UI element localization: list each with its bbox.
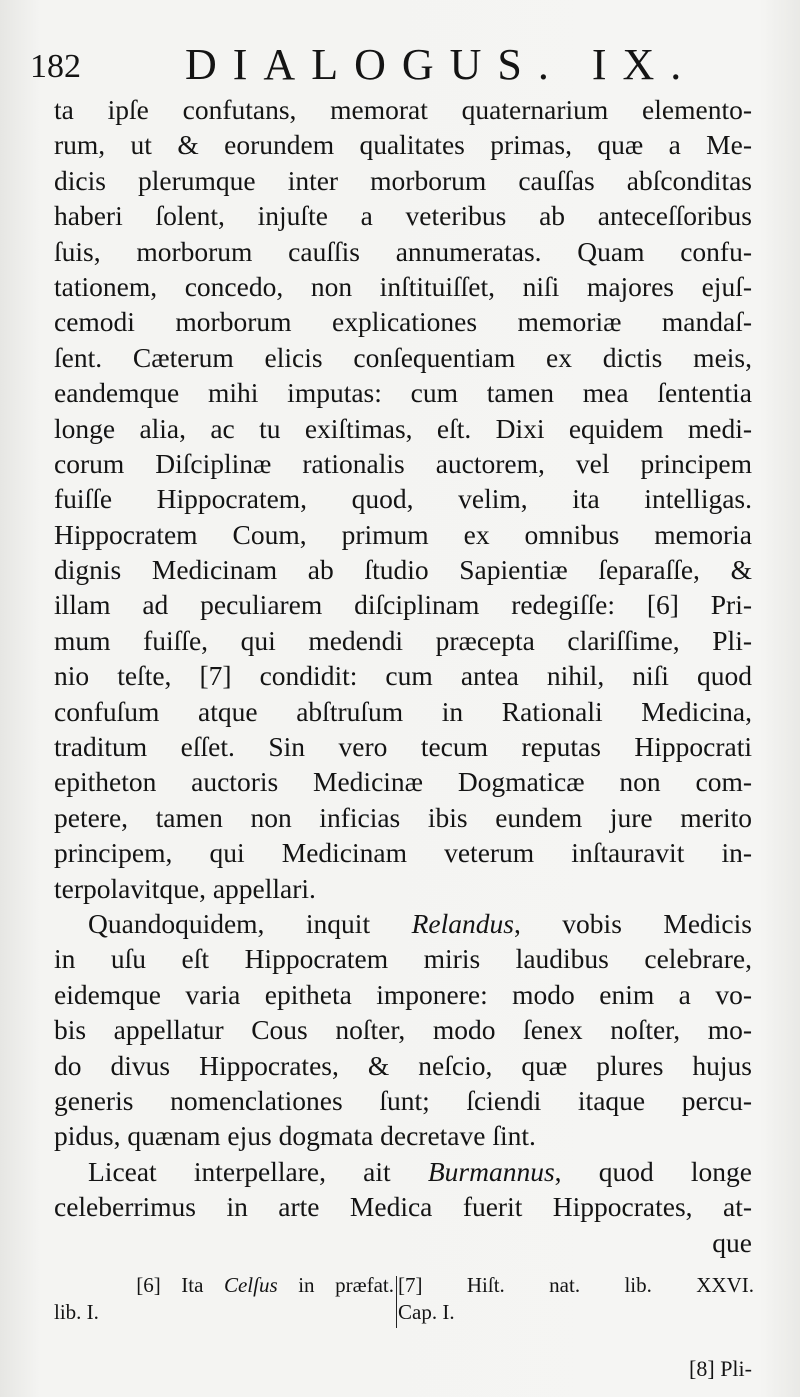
footnote-line: [6] Ita Celſus in præfat. [136, 1273, 395, 1297]
footnote-line: lib. I. [54, 1300, 99, 1324]
text-line: cemodi morborum explicationes memoriæ mandaſ- [54, 306, 752, 338]
footnote-divider [396, 1276, 397, 1328]
page-number: 182 [30, 48, 81, 85]
text-line: dignis Medicinam ab ſtudio Sapientiæ ſeparaſſe, & [54, 554, 752, 586]
footnote-line: [7] Hiſt. nat. lib. XXVI. [398, 1273, 754, 1297]
text-line: nio teſte, [7] condidit: cum antea nihil, niſi quod [54, 660, 752, 692]
text-line: illam ad peculiarem diſciplinam redegiſſe: [6] Pri- [54, 589, 752, 621]
speaker-name: Relandus [411, 907, 514, 939]
text-line: eandemque mihi imputas: cum tamen mea ſententia [54, 377, 752, 409]
text-line: do divus Hippocrates, & neſcio, quæ plures hujus [54, 1049, 752, 1081]
text-line: fuiſſe Hippocratem, quod, velim, ita intelligas. [54, 483, 752, 515]
text-line: terpolavitque, appellari. [54, 872, 316, 904]
text-line: longe alia, ac tu exiſtimas, eſt. Dixi equidem medi- [54, 412, 752, 444]
text-line: celeberrimus in arte Medica fuerit Hippocrates, at- [54, 1191, 752, 1223]
text-line: Liceat interpellare, ait Burmannus, quod longe [88, 1155, 752, 1187]
body-text [54, 92, 752, 1260]
text-line: confuſum atque abſtruſum in Rationali Medicina, [54, 695, 752, 727]
paragraph-3 [54, 1154, 752, 1260]
text-line: ſuis, morborum cauſſis annumeratas. Quam confu- [54, 235, 752, 267]
footnotes [54, 1272, 754, 1362]
footnote-6 [54, 1272, 394, 1326]
text-line-catch: que [712, 1226, 752, 1258]
footnote-line: Cap. I. [398, 1300, 455, 1324]
text-line: corum Diſciplinæ rationalis auctorem, vel principem [54, 447, 752, 479]
running-title: DIALOGUS. IX. [185, 40, 698, 89]
paragraph-1 [54, 92, 752, 906]
text-line: generis nomenclationes ſunt; ſciendi itaque percu- [54, 1084, 752, 1116]
catchword: [8] Pli- [689, 1356, 752, 1381]
text-line: petere, tamen non inficias ibis eundem jure merito [54, 801, 752, 833]
footnote-7 [398, 1272, 754, 1326]
text-line: epitheton auctoris Medicinæ Dogmaticæ non com- [54, 766, 752, 798]
text-line: ta ipſe confutans, memorat quaternarium elemento- [54, 94, 752, 125]
text-line: eidemque varia epitheta imponere: modo enim a vo- [54, 978, 752, 1010]
text-line: pidus, quænam ejus dogmata decretave ſint. [54, 1120, 536, 1152]
paragraph-2 [54, 906, 752, 1154]
text-line: principem, qui Medicinam veterum inſtauravit in- [54, 837, 752, 869]
text-line: bis appellatur Cous noſter, modo ſenex noſter, mo- [54, 1014, 752, 1046]
text-line: rum, ut & eorundem qualitates primas, quæ a Me- [54, 129, 752, 161]
speaker-name: Burmannus [427, 1155, 555, 1187]
text-line: ſent. Cæterum elicis conſequentiam ex dictis meis, [54, 341, 752, 373]
text-line: tationem, concedo, non inſtituiſſet, niſi majores ejuſ- [54, 270, 752, 302]
text-line: dicis plerumque inter morborum cauſſas abſconditas [54, 164, 752, 196]
text-line: in uſu eſt Hippocratem miris laudibus celebrare, [54, 943, 752, 975]
text-line: traditum eſſet. Sin vero tecum reputas Hippocrati [54, 731, 752, 763]
running-head [30, 40, 760, 90]
text-line: Hippocratem Coum, primum ex omnibus memoria [54, 518, 752, 550]
text-line: mum fuiſſe, qui medendi præcepta clariſſime, Pli- [54, 624, 752, 656]
text-line: haberi ſolent, injuſte a veteribus ab anteceſſoribus [54, 200, 752, 232]
text-line: Quandoquidem, inquit Relandus, vobis Medicis [88, 907, 752, 939]
